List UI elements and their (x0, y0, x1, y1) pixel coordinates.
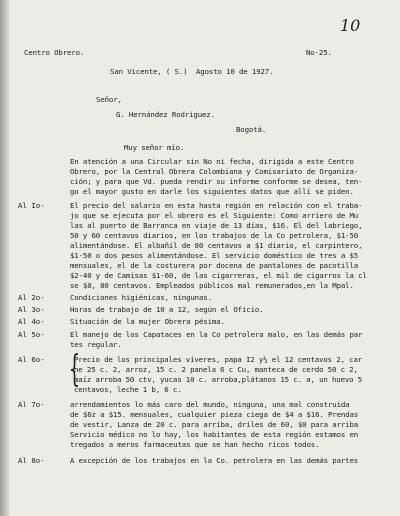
intro-line: Obrero, por la Central Obrera Colombiana y Comisariato de Organiza- (70, 167, 359, 176)
place-and-date: San Vicente, ( S.) Agosto 10 de 1927. (110, 67, 274, 76)
item-text-line: Precio de los principales víveres, papa I2 y½ el 12 centavos 2, car (74, 355, 363, 364)
item-text-line: de vestir, Lanza de 20 c. para arriba, driles de 60, $0 para arriba (70, 420, 359, 429)
item-text-line: Situación de la mujer Obrera pésima. (70, 317, 225, 326)
item-text-line: tregados a meros farmaceutas que se han hecho ricos todos. (70, 440, 320, 449)
item-label: Al 3o- (18, 305, 45, 314)
item-text-line: A excepción de los trabajos en la Co. petrolera en las demás partes (70, 456, 359, 465)
item-text-line: Servicio médico no lo hay, los habitantes de esta región estamos en (70, 430, 359, 439)
item-text-line: arrendamientos lo más caro del mundo, ninguna, una mal construida (70, 400, 350, 409)
item-text-line: El manejo de los Capataces en la Co petrolera malo, en las demás par (70, 330, 363, 339)
salutation-senor: Señor, (96, 95, 122, 104)
item-text-line: mensuales, el de la costurera por docena de pantalones de pacotilla (70, 261, 359, 270)
item-text-line: 50 y 60 centavos diarios, en los trabajos de la Co petrolera, $1-50 (70, 231, 359, 240)
intro-line: En atención a una Circular sin No ni fecha, dirigida a este Centro (70, 157, 354, 166)
item-label: Al 8o- (18, 456, 45, 465)
item-label: Al 4o- (18, 317, 45, 326)
item-label: Al Io- (18, 201, 45, 210)
item-label: Al 7o- (18, 400, 45, 409)
intro-line: ción; y para que Vd. pueda rendir su informe conforme se desea, ten- (70, 177, 363, 186)
handwritten-page-number: 10 (340, 16, 361, 35)
item-text-line: centavos, leche 1 b, 6 c. (74, 385, 182, 394)
item-label: Al 6o- (18, 355, 45, 364)
page-shadow-edge (0, 0, 10, 516)
item-label: Al 5o- (18, 330, 45, 339)
recipient-name: G. Hernández Rodríguez. (116, 110, 215, 119)
item-text-line: se $0, 80 centavos. Empleados públicos mal remunerados,en la Mpal. (70, 281, 354, 290)
item-text-line: las al puerto de Barranca en viaje de 13 días, $16. El del labriego, (70, 221, 363, 230)
item-text-line: jo que se ejecuta por el obrero es el Siguiente: Como arriero de Mu (70, 211, 359, 220)
item-text-line: $2-40 y de Camisas $1-60, de las cigarreras, el mil de cigarros la cl (70, 271, 367, 280)
recipient-city: Bogotá. (236, 125, 267, 134)
item-text-line: $1-50 o dos pesos alimentándose. El servicio doméstico de tres a $5 (70, 251, 359, 260)
handwritten-brace: { (68, 349, 81, 390)
item-text-line: El precio del salario en esta hasta región en relación con el traba- (70, 201, 363, 210)
greeting: Muy señor mío. (124, 143, 185, 152)
item-text-line: Condiciones higiénicas, ningunas. (70, 293, 212, 302)
sender-organization: Centro Obrero. (24, 48, 85, 57)
item-label: Al 2o- (18, 293, 45, 302)
item-text-line: tes regular. (70, 340, 122, 349)
item-text-line: de $6z a $15. mensuales, cualquier pieza ciega de $4 a $16. Prendas (70, 410, 359, 419)
reference-number: No-25. (306, 48, 332, 57)
item-text-line: Horas de trabajo de 10 a 12, según el Oficio. (70, 305, 264, 314)
item-text-line: alimentándose. El albañil de 80 centavos a $1 diario, el carpintero, (70, 241, 363, 250)
item-text-line: maíz arroba 50 ctv, yucas 10 c. arroba,plátanos 15 c. a, un huevo 5 (74, 375, 363, 384)
intro-line: go el mayor gusto en darle los siguientes datos que allí se piden. (70, 187, 354, 196)
item-text-line: ne 25 c. 2, arroz, 15 c. 2 panela 6 c Cu, manteca de cerdo 50 c 2, (74, 365, 358, 374)
